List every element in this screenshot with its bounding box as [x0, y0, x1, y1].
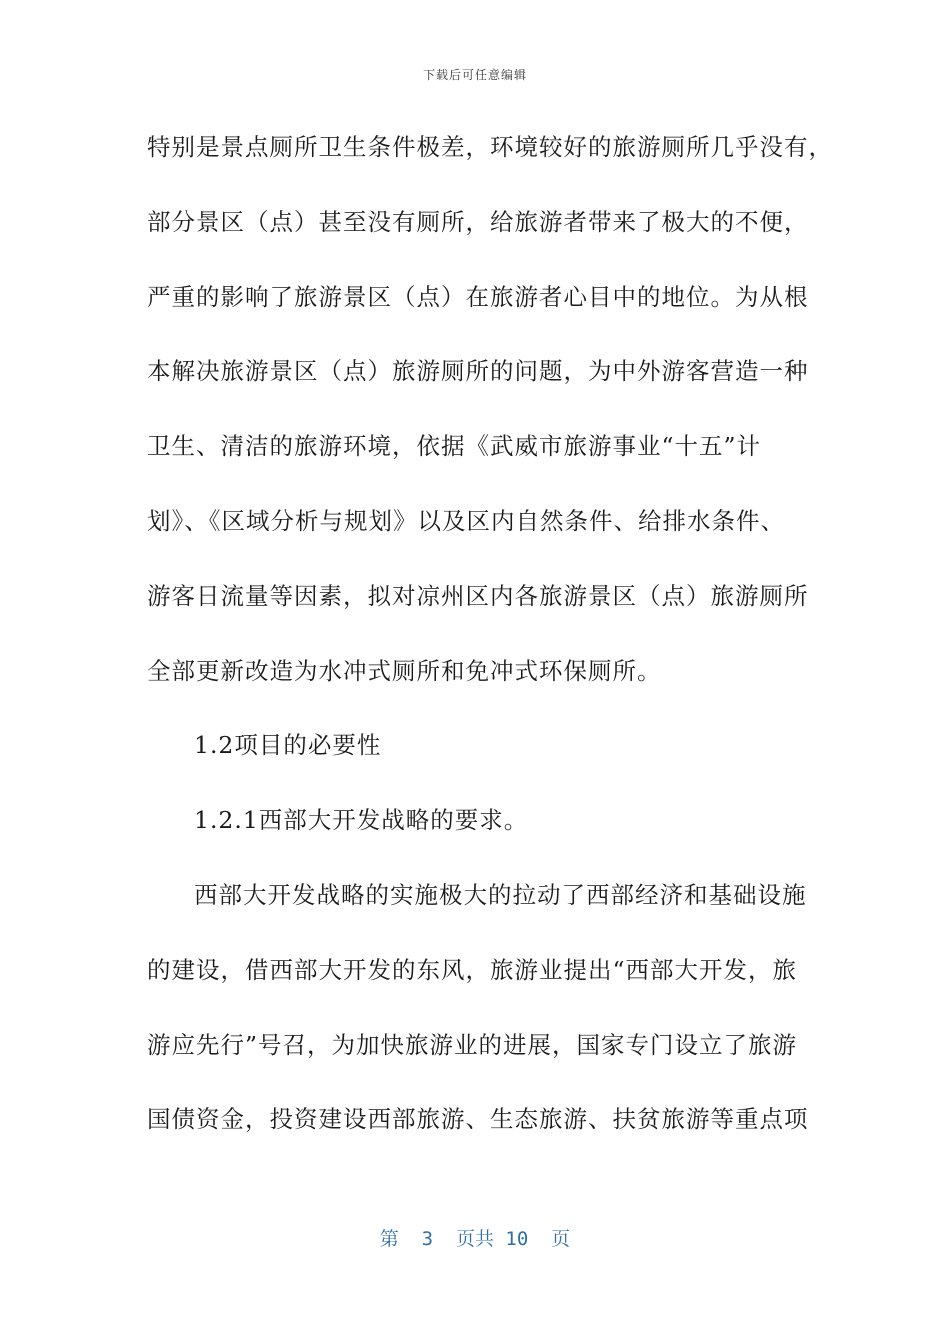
text-line: 西部大开发战略的实施极大的拉动了西部经济和基础设施 — [194, 880, 807, 909]
text-line: 游客日流量等因素，拟对凉州区内各旅游景区（点）旅游厕所 — [147, 581, 809, 610]
text-line: 游应先行”号召，为加快旅游业的进展，国家专门设立了旅游 — [147, 1030, 798, 1059]
text-line: 部分景区（点）甚至没有厕所，给旅游者带来了极大的不便， — [147, 207, 809, 236]
section-heading: 1.2项目的必要性 — [194, 731, 382, 760]
subsection-heading: 1.2.1西部大开发战略的要求。 — [194, 806, 529, 835]
text-line: 划》、《区域分析与规划》以及区内自然条件、给排水条件、 — [147, 506, 785, 535]
text-line: 特别是景点厕所卫生条件极差，环境较好的旅游厕所几乎没有， — [147, 133, 833, 161]
text-line: 国债资金，投资建设西部旅游、生态旅游、扶贫旅游等重点项 — [147, 1105, 809, 1134]
text-line: 全部更新改造为水冲式厕所和免冲式环保厕所。 — [147, 656, 662, 685]
text-line: 严重的影响了旅游景区（点）在旅游者心目中的地位。为从根 — [147, 282, 809, 311]
text-line: 卫生、清洁的旅游环境，依据《武威市旅游事业“十五”计 — [147, 432, 762, 461]
text-line: 本解决旅游景区（点）旅游厕所的问题，为中外游客营造一种 — [147, 357, 809, 386]
text-line: 的建设，借西部大开发的东风，旅游业提出“西部大开发，旅 — [147, 955, 798, 984]
page-number: 第 3 页共 10 页 — [379, 1228, 571, 1250]
header-note: 下载后可任意编辑 — [422, 68, 527, 82]
document-body — [147, 122, 833, 1169]
